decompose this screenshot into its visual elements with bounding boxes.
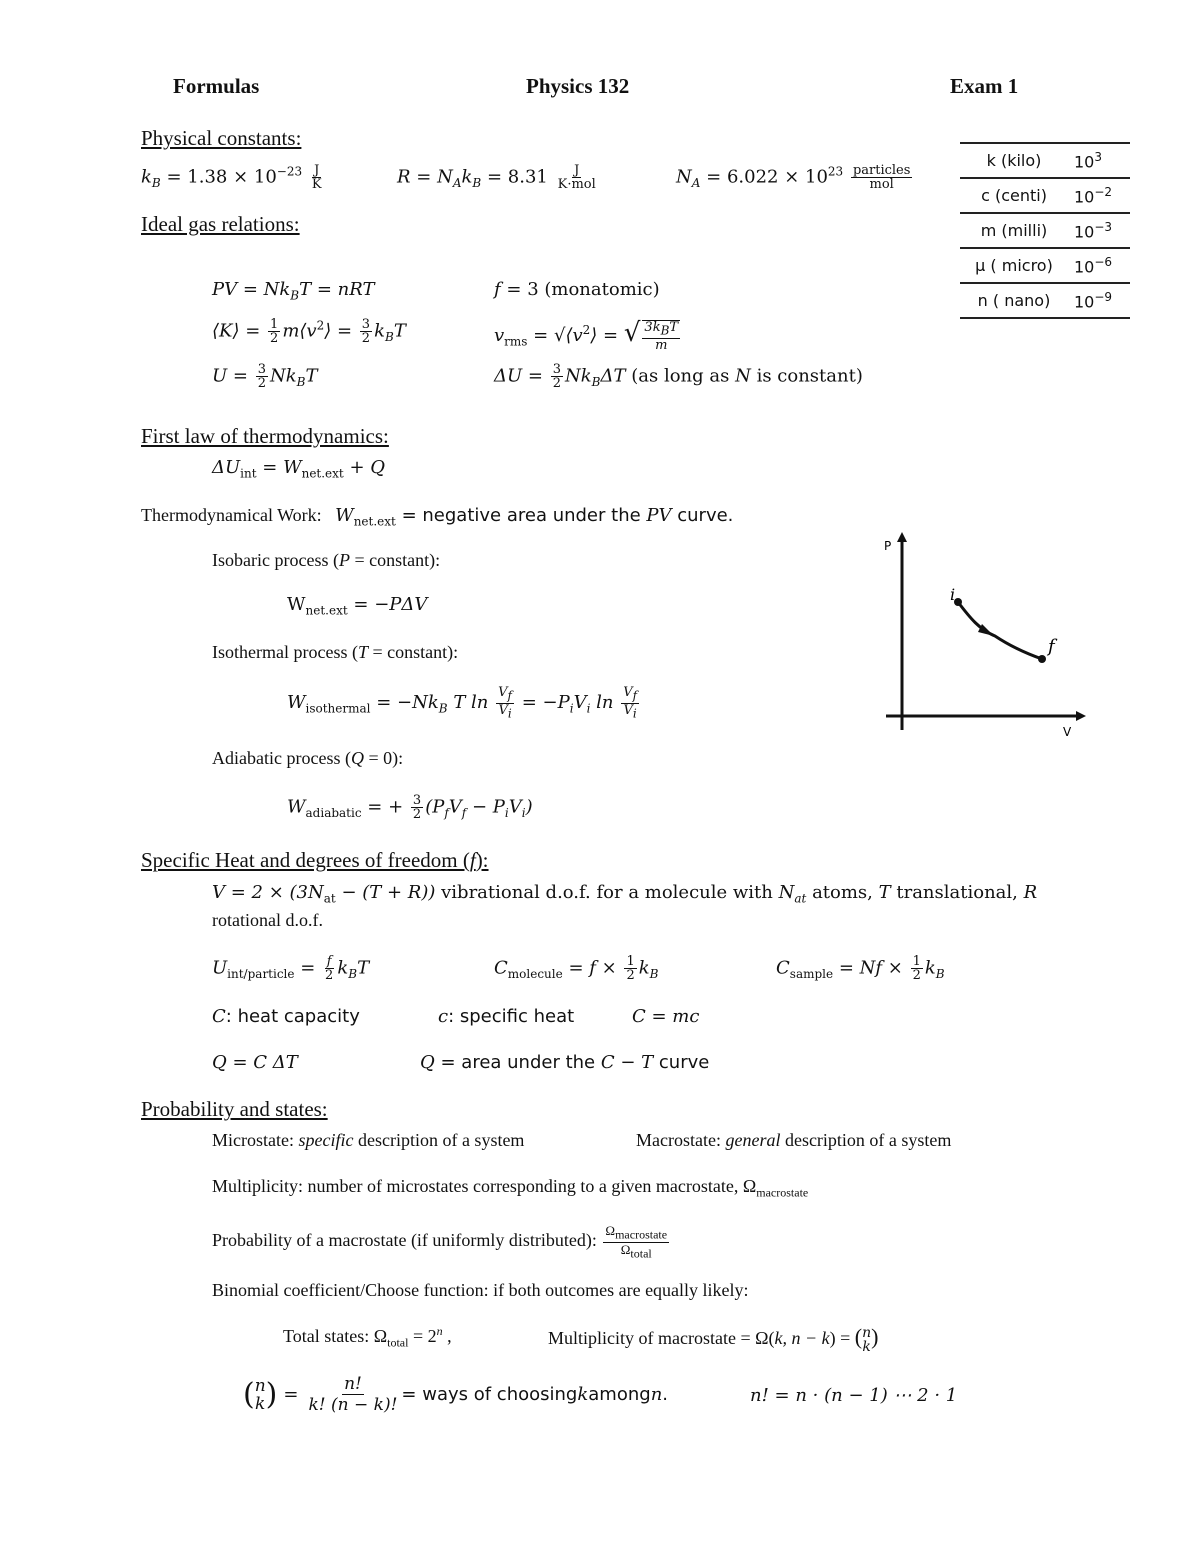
kinetic-energy: ⟨K⟩ = $\frac{1}{2}$ $m⟨v^2⟩$ = $\frac{3}{2}$ $k_BT$ xyxy=(212,317,406,346)
macrostate-def: Macrostate: general description of a system xyxy=(636,1130,952,1150)
internal-energy-per-particle: $U_{int/particle}$ = $\frac{f}{2}$ $k_BT$ xyxy=(212,954,370,983)
prefix-table xyxy=(960,142,1130,319)
section-ideal-gas: Ideal gas relations: xyxy=(141,212,300,236)
microstate-def: Microstate: specific description of a system xyxy=(212,1130,525,1150)
section-probability: Probability and states: xyxy=(141,1097,328,1121)
isothermal-equation: $W_{isothermal} = -Nk_B$ T ln $\frac{V_f}{V_i}$ = $-P_iV_i$ ln $\frac{V_f}{V_i}$ xyxy=(287,685,638,721)
prefix-unit: c (centi) xyxy=(960,178,1068,213)
factorial-def: n! = n · (n − 1) ⋯ 2 · 1 xyxy=(750,1385,958,1406)
avogadro-constant: $N_A = 6.022 \times 10^{23}$ $\frac{\text{particles}}{\text{mol}}$ xyxy=(676,163,911,192)
isobaric-equation: $W_{net.ext} = -P\Delta V$ xyxy=(287,594,428,618)
prefix-row xyxy=(960,213,1130,248)
prefix-value: $10^3$ xyxy=(1068,143,1130,178)
macrostate-multiplicity: Multiplicity of macrostate = Ω(k, n − k) = ( n k ) xyxy=(548,1324,879,1355)
vibrational-dof: $V = 2 \times (3N_{at} - (T + R))$ vibrational d.o.f. for a molecule with $N_{at}$ atoms, T translational, R xyxy=(212,882,1038,906)
pv-diagram xyxy=(870,528,1100,743)
prefix-row xyxy=(960,143,1130,178)
prefix-unit: μ ( micro) xyxy=(960,248,1068,283)
final-label: f xyxy=(1048,636,1055,657)
adiabatic-equation: $W_{adiabatic}$ = + $\frac{3}{2}$ $(P_fV_f - P_iV_i)$ xyxy=(287,793,533,822)
monatomic-dof: f = 3 (monatomic) xyxy=(494,279,660,300)
work-definition: Thermodynamical Work: $W_{net.ext}$ = negative area under the PV curve. xyxy=(141,505,734,529)
boltzmann-constant: $k_B = 1.38 \times 10^{-23}$ $\frac{J}{K}$ xyxy=(141,163,322,192)
final-point xyxy=(1038,655,1046,663)
prefix-value: $10^{-6}$ xyxy=(1068,248,1130,283)
prefix-unit: n ( nano) xyxy=(960,283,1068,318)
first-law-equation: $\Delta U_{int} = W_{net.ext} + Q$ xyxy=(212,457,386,481)
vibrational-dof-line2: rotational d.o.f. xyxy=(212,910,323,930)
rms-speed: $v_{rms}$ = $√⟨v^2⟩$ = √ $\frac{3k_BT}{m}$ xyxy=(494,318,679,353)
heat-capacity-def: C: heat capacity xyxy=(212,1006,360,1027)
prefix-unit: k (kilo) xyxy=(960,143,1068,178)
section-specific-heat: Specific Heat and degrees of freedom (f): xyxy=(141,848,489,872)
prefix-value: $10^{-3}$ xyxy=(1068,213,1130,248)
prefix-row xyxy=(960,248,1130,283)
isobaric-label: Isobaric process (P = constant): xyxy=(212,550,441,570)
p-axis-label: P xyxy=(884,539,892,553)
section-constants: Physical constants: xyxy=(141,126,302,150)
specific-heat-def: c: specific heat xyxy=(438,1006,575,1027)
internal-energy-change: ΔU = $\frac{3}{2}$ $Nk_B\Delta T$ (as long as N is constant) xyxy=(494,362,863,391)
v-axis-label: V xyxy=(1063,725,1072,739)
ideal-gas-law: PV = $Nk_BT$ = nRT xyxy=(212,279,375,303)
prefix-value: $10^{-9}$ xyxy=(1068,283,1130,318)
c-equals-mc: C = mc xyxy=(632,1006,700,1027)
prefix-value: $10^{-2}$ xyxy=(1068,178,1130,213)
initial-point xyxy=(954,598,962,606)
initial-label: i xyxy=(950,585,956,604)
multiplicity-def: Multiplicity: number of microstates corresponding to a given macrostate, $\Omega_{macrostate}$ xyxy=(212,1176,809,1200)
header-left: Formulas xyxy=(173,74,260,98)
sample-heat-capacity: $C_{sample} = Nf$ × $\frac{1}{2}$ $k_B$ xyxy=(776,954,945,983)
q-equation: Q = C ΔT xyxy=(212,1052,298,1073)
header-right: Exam 1 xyxy=(950,74,1019,98)
total-states: Total states: $\Omega_{total} = 2^n$ , xyxy=(283,1324,452,1350)
binomial-intro: Binomial coefficient/Choose function: if both outcomes are equally likely: xyxy=(212,1280,749,1300)
prefix-unit: m (milli) xyxy=(960,213,1068,248)
choose-formula: ( n k ) = $\frac{n!}{k! (n - k)!}$ = ways of choosing k among n . xyxy=(243,1374,669,1415)
section-first-law: First law of thermodynamics: xyxy=(141,424,389,448)
internal-energy: U = $\frac{3}{2}$ $Nk_BT$ xyxy=(212,362,318,391)
prefix-row xyxy=(960,178,1130,213)
macrostate-probability: Probability of a macrostate (if uniformly distributed): $\frac{\Omega_{macrostate}}{\Omega_{total}}$ xyxy=(212,1223,668,1261)
isothermal-label: Isothermal process (T = constant): xyxy=(212,642,459,662)
gas-constant: $R = N_Ak_B = 8.31$ $\frac{J}{\text{K·mol}}$ xyxy=(397,163,596,192)
q-area-equation: Q = area under the C − T curve xyxy=(420,1052,710,1073)
prefix-row xyxy=(960,283,1130,318)
process-curve xyxy=(958,602,1042,659)
header-title: Physics 132 xyxy=(526,74,630,98)
adiabatic-label: Adiabatic process (Q = 0): xyxy=(212,748,404,768)
molecule-heat-capacity: $C_{molecule} = f$ × $\frac{1}{2}$ $k_B$ xyxy=(494,954,659,983)
